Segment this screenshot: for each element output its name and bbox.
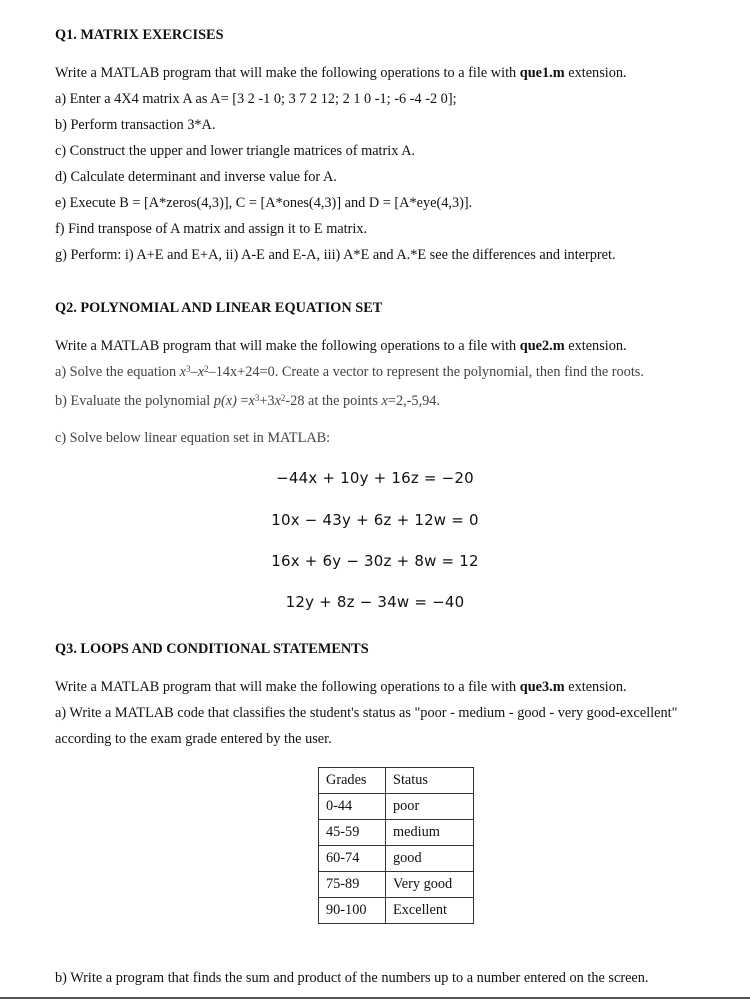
grade-cell: 75-89	[319, 872, 386, 898]
q2-heading: Q2. POLYNOMIAL AND LINEAR EQUATION SET	[55, 300, 383, 316]
status-cell: good	[386, 846, 474, 872]
table-row	[319, 872, 474, 898]
q2-item-b: b) Evaluate the polynomial $p(x) =x^3+3x^2-28$ at the points x=2,-5,94.	[55, 393, 441, 409]
q2-filename: que2.m	[519, 338, 565, 354]
q1-filename: que1.m	[519, 65, 565, 81]
table-row	[319, 794, 474, 820]
q2-item-c: c) Solve below linear equation set in MATLAB:	[55, 430, 331, 446]
grade-cell: 45-59	[319, 820, 386, 846]
table-row	[319, 846, 474, 872]
q3-filename: que3.m	[519, 679, 565, 695]
q3-item-a-line1: a) Write a MATLAB code that classifies the student's status as "poor - medium - good - very good-excellent"	[55, 705, 678, 721]
status-cell: medium	[386, 820, 474, 846]
grade-cell: 60-74	[319, 846, 386, 872]
q1-item-d: d) Calculate determinant and inverse value for A.	[55, 169, 337, 185]
table-header-row	[319, 768, 474, 794]
table-row	[319, 898, 474, 924]
q3-item-a-line2: according to the exam grade entered by the user.	[55, 731, 332, 747]
grade-cell: 90-100	[319, 898, 386, 924]
equation-2: 10x − 43y + 6z + 12w = 0	[271, 511, 479, 529]
q2-item-a: a) Solve the equation $x^3-x^2-14x+24=0$. Create a vector to represent the polynomial, then find the roots.	[55, 364, 644, 380]
page-bottom-divider	[0, 997, 750, 999]
q1-item-g: g) Perform: i) A+E and E+A, ii) A-E and E-A, iii) A*E and A.*E see the differences and interpret.	[55, 247, 616, 263]
equation-4: 12y + 8z − 34w = −40	[285, 593, 465, 611]
status-cell: Excellent	[386, 898, 474, 924]
q3-heading: Q3. LOOPS AND CONDITIONAL STATEMENTS	[55, 641, 369, 657]
grade-cell: 0-44	[319, 794, 386, 820]
q1-intro: Write a MATLAB program that will make the following operations to a file with que1.m extension.	[55, 65, 627, 81]
q1-item-c: c) Construct the upper and lower triangle matrices of matrix A.	[55, 143, 416, 159]
q2-intro: Write a MATLAB program that will make the following operations to a file with que2.m extension.	[55, 338, 627, 354]
header-status: Status	[386, 768, 474, 794]
q1-item-e: e) Execute B = [A*zeros(4,3)], C = [A*ones(4,3)] and D = [A*eye(4,3)].	[55, 195, 473, 211]
q1-item-a: a) Enter a 4X4 matrix A as A= [3 2 -1 0; 3 7 2 12; 2 1 0 -1; -6 -4 -2 0];	[55, 91, 457, 107]
header-grades: Grades	[319, 768, 386, 794]
equation-3: 16x + 6y − 30z + 8w = 12	[271, 552, 479, 570]
q1-item-f: f) Find transpose of A matrix and assign it to E matrix.	[55, 221, 368, 237]
q3-item-b: b) Write a program that finds the sum and product of the numbers up to a number entered on the screen.	[55, 970, 649, 986]
status-cell: poor	[386, 794, 474, 820]
q1-heading: Q1. MATRIX EXERCISES	[55, 27, 224, 43]
equation-1: −44x + 10y + 16z = −20	[276, 469, 474, 487]
q3-intro: Write a MATLAB program that will make the following operations to a file with que3.m extension.	[55, 679, 627, 695]
q1-item-b: b) Perform transaction 3*A.	[55, 117, 216, 133]
status-cell: Very good	[386, 872, 474, 898]
table-row	[319, 820, 474, 846]
grades-table	[318, 767, 474, 924]
